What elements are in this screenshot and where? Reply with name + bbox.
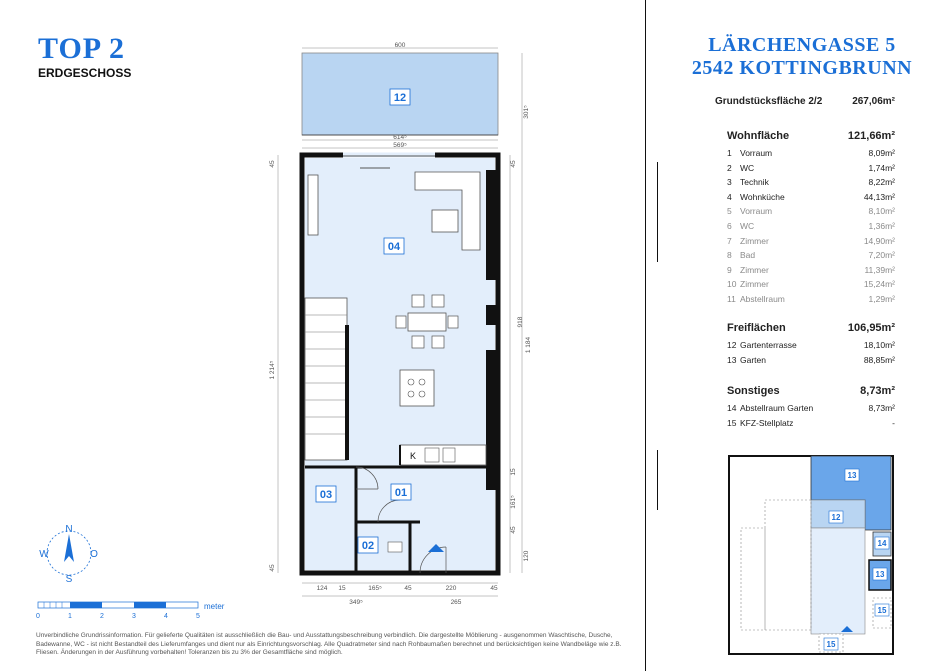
room-name: Garten bbox=[740, 354, 766, 365]
room-area: 8,09m² bbox=[868, 148, 895, 158]
compass-s: S bbox=[65, 574, 73, 584]
site-label-12: 12 bbox=[831, 513, 841, 522]
room-name: Abstellraum Garten bbox=[740, 403, 814, 413]
site-label-13b: 13 bbox=[875, 570, 885, 579]
kitchen-island bbox=[400, 370, 434, 406]
room-tag-02 bbox=[358, 537, 378, 553]
room-number: 8 bbox=[727, 250, 732, 261]
room-number: 3 bbox=[727, 177, 732, 188]
room-area: 1,74m² bbox=[868, 162, 895, 173]
margin-mark bbox=[657, 162, 658, 262]
room-name: Technik bbox=[740, 177, 769, 188]
misc-header bbox=[727, 385, 895, 397]
room-number: 5 bbox=[727, 206, 732, 217]
dim-top-width: 600 bbox=[394, 42, 406, 49]
floor-plan bbox=[260, 40, 560, 620]
compass-n: N bbox=[65, 524, 73, 535]
room-name: Zimmer bbox=[740, 235, 769, 246]
page-divider bbox=[645, 0, 646, 671]
scale-tick-0: 0 bbox=[36, 613, 40, 620]
room-number: 11 bbox=[727, 293, 736, 304]
room-number: 15 bbox=[727, 417, 737, 428]
scale-tick-5: 5 bbox=[196, 613, 200, 620]
room-area: 8,10m² bbox=[868, 206, 895, 217]
dim-right-120: 120 bbox=[523, 550, 530, 562]
room-area: 14,90m² bbox=[863, 235, 895, 246]
room-number: 4 bbox=[727, 191, 732, 202]
room-name: WC bbox=[740, 162, 755, 173]
area-row bbox=[727, 338, 895, 353]
disclaimer: Unverbindliche Grundrissinformation. Für gelieferte Qualitäten ist ausschließlich die Bau- und Ausstattungsbeschreibung verbindlich. Die dargestellte Möblierung - ausgenommen Waschtische, Dusche, Badewanne, WC - ist nicht Bestandteil des Lieferumfanges und dient nur als Einrichtungsvorschlag. Alle Quadratmeter sind nach Rohbaumaßen berechnet und berücksichtigen keine Wandbeläge wie z.B. Fliesen. Änderungen in der Ausführung vorbehalten! Toleranzen bis zu 3% der Gesamtfläche sind möglich. bbox=[36, 632, 622, 657]
dim-left-1214: 1 214⁵ bbox=[269, 360, 276, 380]
room-tag-12 bbox=[390, 89, 410, 105]
site-unit-footprint bbox=[811, 528, 865, 634]
dim-left-45b: 45 bbox=[269, 564, 276, 572]
compass bbox=[36, 522, 102, 584]
misc-area-table bbox=[727, 385, 895, 430]
room-name: Vorraum bbox=[740, 206, 773, 217]
kitchen-mark: K bbox=[410, 451, 417, 461]
room-number: 6 bbox=[727, 220, 732, 231]
room-name: Wohnküche bbox=[740, 191, 785, 202]
scale-tick-1: 1 bbox=[68, 613, 72, 620]
room-name: Vorraum bbox=[740, 148, 773, 158]
living-area-table bbox=[727, 130, 895, 307]
room-number: 2 bbox=[727, 162, 732, 173]
outdoor-area-table bbox=[727, 322, 895, 367]
room-name: Zimmer bbox=[740, 279, 769, 290]
room-tag-01 bbox=[391, 484, 411, 500]
dim-bottom-45b: 45 bbox=[490, 585, 498, 592]
dim-bottom-15: 15 bbox=[338, 585, 346, 592]
svg-text:02: 02 bbox=[361, 540, 375, 552]
dim-right-45b: 45 bbox=[510, 526, 517, 534]
area-row bbox=[727, 219, 895, 234]
dim-bottom-220: 220 bbox=[445, 585, 457, 592]
room-name: Zimmer bbox=[740, 264, 769, 275]
room-number: 14 bbox=[727, 403, 737, 413]
dim-bottom-265: 265 bbox=[450, 599, 462, 606]
area-row bbox=[727, 353, 895, 368]
north-arrow-icon bbox=[64, 534, 74, 562]
compass-o: O bbox=[90, 549, 98, 560]
site-label-15a: 15 bbox=[877, 606, 887, 615]
area-row bbox=[727, 416, 895, 431]
room-name: Gartenterrasse bbox=[740, 340, 797, 350]
site-label-14: 14 bbox=[877, 539, 887, 548]
margin-mark bbox=[657, 450, 658, 510]
room-area: 88,85m² bbox=[863, 354, 895, 365]
dim-right-1184: 1 184 bbox=[525, 336, 532, 354]
room-area: 1,36m² bbox=[868, 220, 895, 231]
plot-area-label: Grundstücksfläche 2/2 bbox=[715, 96, 823, 107]
living-header bbox=[727, 130, 895, 142]
site-label-15b: 15 bbox=[826, 640, 836, 649]
room-area: 18,10m² bbox=[863, 340, 895, 350]
scale-tick-4: 4 bbox=[164, 613, 168, 620]
site-label-13a: 13 bbox=[847, 471, 857, 480]
address-city: 2542 KOTTINGBRUNN bbox=[691, 57, 913, 79]
room-area: 11,39m² bbox=[864, 264, 895, 275]
scale-bar bbox=[34, 598, 239, 624]
room-number: 13 bbox=[727, 354, 737, 365]
plot-area-row bbox=[715, 96, 895, 107]
area-row bbox=[727, 161, 895, 176]
area-row bbox=[727, 292, 895, 307]
room-number: 9 bbox=[727, 264, 732, 275]
dim-left-45a: 45 bbox=[269, 160, 276, 168]
area-row bbox=[727, 175, 895, 190]
room-tag-03 bbox=[316, 486, 336, 502]
room-area: - bbox=[892, 417, 895, 428]
area-row bbox=[727, 190, 895, 205]
floor-label: ERDGESCHOSS bbox=[38, 66, 132, 80]
scale-tick-2: 2 bbox=[100, 613, 104, 620]
area-row bbox=[727, 263, 895, 278]
outdoor-total: 106,95m² bbox=[847, 322, 895, 334]
dim-right-15: 15 bbox=[510, 468, 517, 476]
scale-tick-3: 3 bbox=[132, 613, 136, 620]
address-street: LÄRCHENGASSE 5 bbox=[708, 34, 896, 56]
area-row bbox=[727, 234, 895, 249]
misc-label: Sonstiges bbox=[727, 385, 780, 397]
area-row bbox=[727, 277, 895, 292]
scale-unit: meter bbox=[204, 602, 225, 611]
room-name: KFZ-Stellplatz bbox=[740, 417, 794, 428]
room-number: 10 bbox=[727, 279, 737, 290]
dim-right-301: 301⁵ bbox=[523, 105, 530, 119]
room-number: 12 bbox=[727, 340, 737, 350]
area-row bbox=[727, 401, 895, 416]
misc-total: 8,73m² bbox=[860, 385, 895, 397]
room-area: 8,22m² bbox=[868, 177, 895, 188]
compass-w: W bbox=[39, 549, 49, 560]
room-name: WC bbox=[740, 220, 755, 231]
unit-title: TOP 2 bbox=[38, 32, 125, 65]
room-name: Bad bbox=[740, 250, 756, 261]
site-plan bbox=[725, 452, 897, 658]
room-area: 8,73m² bbox=[868, 403, 895, 413]
plot-area-value: 267,06m² bbox=[852, 96, 895, 107]
room-number: 1 bbox=[727, 148, 732, 158]
room-name: Abstellraum bbox=[740, 293, 785, 304]
dim-bottom-165: 165⁵ bbox=[368, 585, 382, 592]
svg-text:04: 04 bbox=[387, 241, 401, 253]
room-area: 15,24m² bbox=[863, 279, 895, 290]
room-number: 7 bbox=[727, 235, 732, 246]
dim-right-161: 161⁵ bbox=[510, 495, 517, 509]
room-area: 44,13m² bbox=[863, 191, 895, 202]
dim-right-918: 918 bbox=[517, 316, 524, 328]
area-row bbox=[727, 146, 895, 161]
room-area: 1,29m² bbox=[868, 293, 895, 304]
living-label: Wohnfläche bbox=[727, 130, 790, 142]
area-row bbox=[727, 248, 895, 263]
dim-bottom-45a: 45 bbox=[404, 585, 412, 592]
svg-text:03: 03 bbox=[319, 489, 333, 501]
area-row bbox=[727, 204, 895, 219]
staircase bbox=[305, 298, 347, 460]
room-tag-04 bbox=[384, 238, 404, 254]
dim-bottom-124: 124 bbox=[316, 585, 328, 592]
dim-right-45a: 45 bbox=[510, 160, 517, 168]
outdoor-header bbox=[727, 322, 895, 334]
svg-text:01: 01 bbox=[394, 487, 408, 499]
room-area: 7,20m² bbox=[868, 250, 895, 261]
svg-text:12: 12 bbox=[393, 92, 407, 104]
dining-table bbox=[408, 313, 446, 331]
living-total: 121,66m² bbox=[847, 130, 895, 142]
dim-bottom-349: 349⁵ bbox=[349, 599, 363, 606]
dim-terrace-inner: 569⁵ bbox=[393, 142, 407, 149]
dim-terrace-outer: 614⁵ bbox=[393, 134, 407, 141]
outdoor-label: Freiflächen bbox=[727, 322, 786, 334]
